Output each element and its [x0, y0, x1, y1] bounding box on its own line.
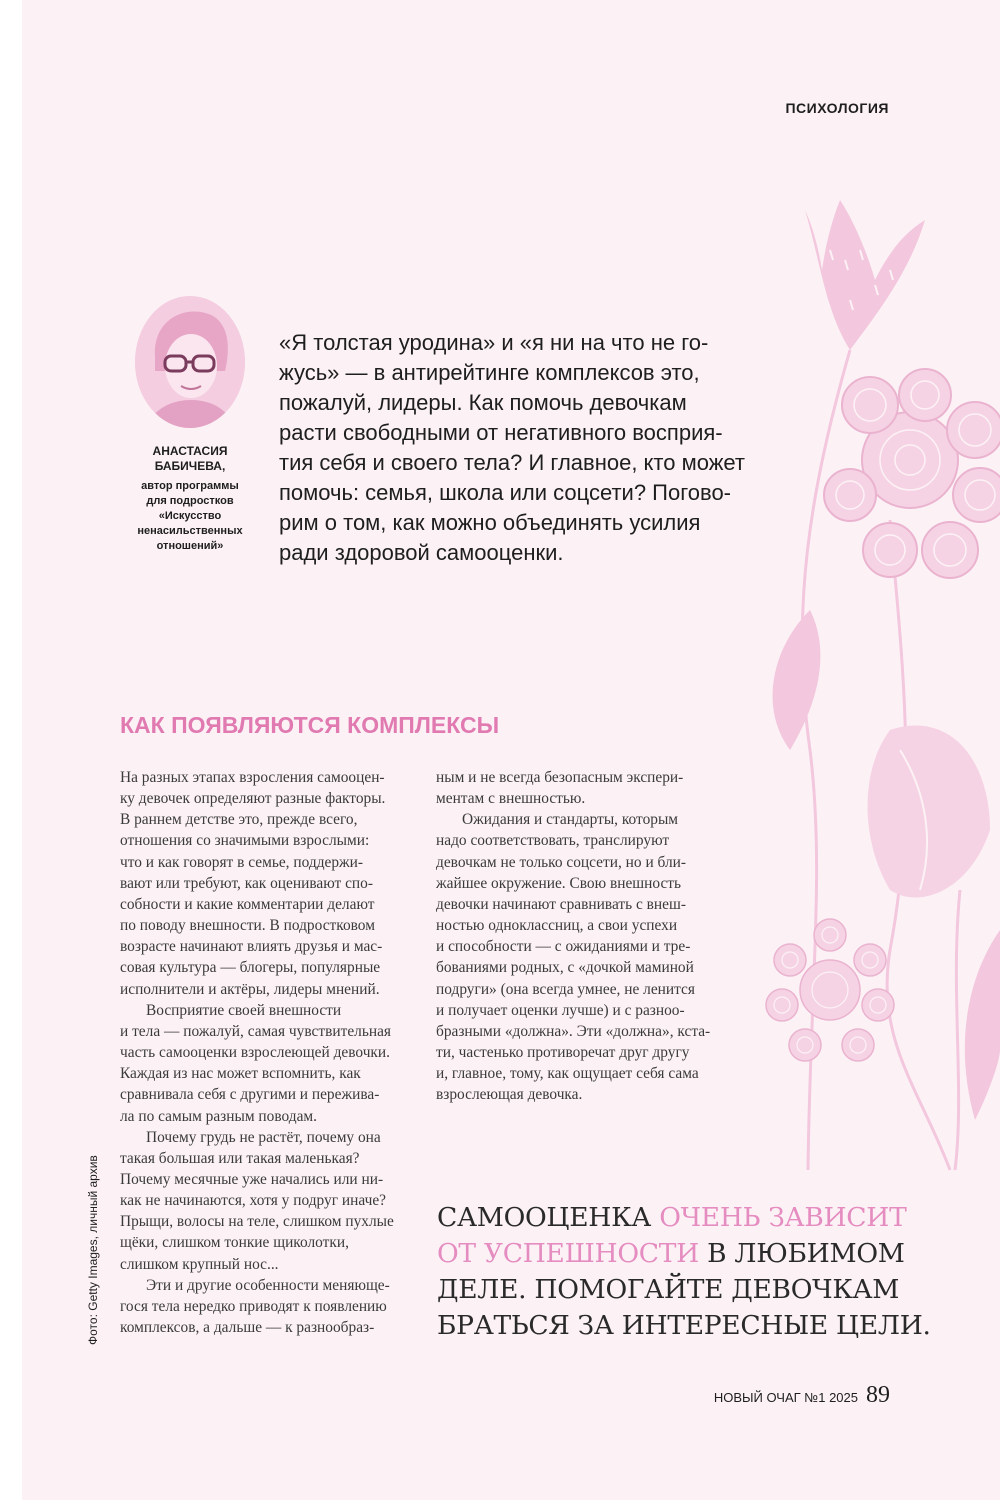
page-number: 89 — [866, 1382, 890, 1408]
photo-credit: Фото: Getty Images, личный архив — [86, 1155, 100, 1345]
magazine-page — [22, 0, 1000, 1500]
magazine-issue: НОВЫЙ ОЧАГ №1 2025 — [713, 1390, 858, 1405]
author-portrait — [135, 296, 245, 428]
floral-illustration — [750, 190, 1000, 1180]
section-heading: КАК ПОЯВЛЯЮТСЯ КОМПЛЕКСЫ — [120, 712, 500, 738]
section-label: ПСИХОЛОГИЯ — [785, 100, 889, 116]
body-column-2: ным и не всегда безопасным экспери- ментам с внешностью. Ожидания и стандарты, которым надо соответствовать, транслируют девочкам не только соцсети, но и бли- жайшее окружение. Свою внешность девочки начинают сравнивать с внеш- ностью одноклассниц, а свои успехи и способности — с ожиданиями и тре- бованиями родных, с «дочкой маминой подруги» (она всегда умнее, не ленится и получает оценки лучше) и с разнoо- бразными «должна». Эти «должна», кста- ти, частенько противоречат друг другу и, главное, тому, как ощущает себя сама взрослеющая девочка. — [436, 769, 711, 1104]
author-role: автор программы для подростков «Искусство ненасильственных отношений» — [137, 480, 243, 552]
lead-paragraph: «Я толстая уродина» и «я ни на что не го- жусь» — в антирейтинге комплексов это, пожалуй, лидеры. Как помочь девочкам расти свободными от негативного восприя- тия себя и своего тела? И главное, кто может помочь: семья, школа или соцсети? Погово- рим о том, как можно объединять усилия ради здоровой самооценки. — [279, 330, 746, 565]
author-name: АНАСТАСИЯ БАБИЧЕВА, — [152, 444, 228, 473]
pull-quote: САМООЦЕНКА ОЧЕНЬ ЗАВИСИТ ОТ УСПЕШНОСТИ В ЛЮБИМОМ ДЕЛЕ. ПОМОГАЙТЕ ДЕВОЧКАМ БРАТЬСЯ ЗА ИНТЕРЕСНЫЕ ЦЕЛИ. — [437, 1202, 931, 1341]
body-column-1: На разных этапах взросления самооцен- ку девочек определяют разные факторы. В раннем детстве это, прежде всего, отношения со значимыми взрослыми: что и как говорят в семье, поддержи- вают или требуют, как оценивают спо- собности и какие комментарии делают по поводу внешности. В подростковом возрасте начинают влиять друзья и мас- совая культура — блогеры, популярные исполнители и актёры, лидеры мнений. Восприятие своей внешности и тела — пожалуй, самая чувствительная часть самооценки взрослеющей девочки. Каждая из нас может вспомнить, как сравнивала себя с другими и пережива- ла по самым разным поводам. Почему грудь не растёт, почему она такая большая или такая маленькая? Почему месячные уже начались или ни- как не начинаются, хотя у подруг иначе? Прыщи, волосы на теле, слишком пухлые щёки, слишком тонкие щиколотки, слишком крупный нос... Эти и другие особенности меняюще- гося тела нередко приводят к появлению комплексов, а дальше — к разнообраз- — [120, 769, 394, 1337]
page-footer — [714, 1382, 890, 1409]
